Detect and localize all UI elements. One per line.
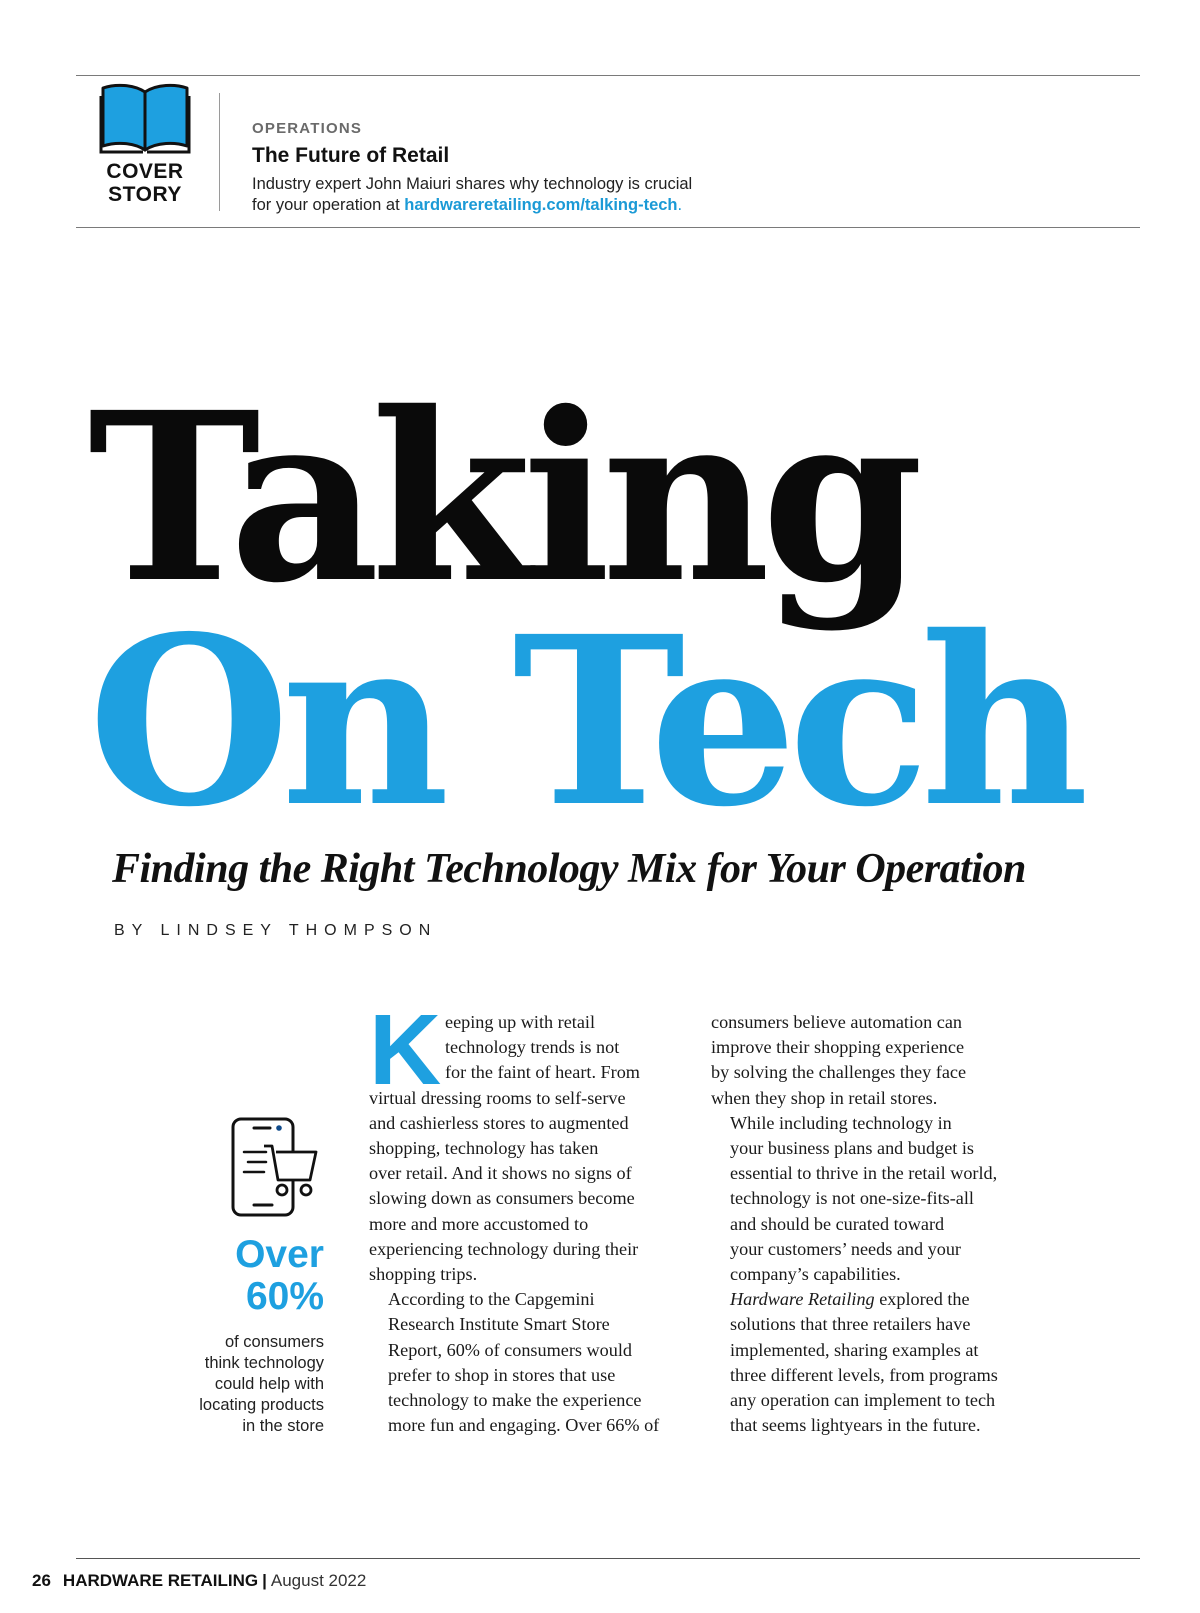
- article-paragraph: [711, 1287, 1023, 1438]
- stat-caption: [144, 1332, 324, 1437]
- text-line: shopping, technology has taken: [369, 1138, 599, 1159]
- text-line: solutions that three retailers have: [730, 1314, 971, 1335]
- text-line: and should be curated toward: [730, 1213, 945, 1234]
- article-column-1: [369, 994, 681, 1438]
- phone-shopping-cart-icon: [230, 1116, 320, 1220]
- vertical-divider: [219, 93, 220, 211]
- cover-label-line2: STORY: [108, 183, 182, 206]
- byline: BY LINDSEY THOMPSON: [114, 922, 438, 939]
- magazine-name: HARDWARE RETAILING: [62, 1571, 259, 1590]
- footer-rule: [76, 1558, 1140, 1559]
- text-line: Report, 60% of consumers would: [388, 1339, 632, 1360]
- text-line: company’s capabilities.: [730, 1264, 901, 1285]
- section-desc-prefix: for your operation at: [252, 196, 405, 214]
- headline: [88, 361, 1081, 858]
- stat-caption-line: of consumers: [224, 1333, 324, 1351]
- link-suffix: .: [677, 196, 683, 214]
- cover-story-badge: [95, 82, 195, 206]
- text-line: more fun and engaging. Over 66% of: [388, 1415, 660, 1436]
- text-line: improve their shopping experience: [711, 1037, 965, 1058]
- text-line: your customers’ needs and your: [730, 1238, 961, 1259]
- text-line: by solving the challenges they face: [711, 1062, 967, 1083]
- page-footer: [32, 1571, 366, 1591]
- headline-line1: Taking: [88, 361, 915, 634]
- text-line: virtual dressing rooms to self-serve: [369, 1087, 626, 1108]
- cover-label-line1: COVER: [106, 160, 184, 183]
- text-line: more and more accustomed to: [369, 1213, 589, 1234]
- section-desc-line1: Industry expert John Maiuri shares why technology is crucial: [252, 175, 693, 193]
- article-paragraph: [369, 1287, 681, 1438]
- text-line: [711, 1287, 1023, 1312]
- section-kicker: OPERATIONS: [252, 120, 363, 137]
- headline-line2: On Tech: [88, 585, 1081, 858]
- text-line: consumers believe automation can: [711, 1012, 963, 1032]
- top-rule: [76, 75, 1140, 76]
- text-fragment: explored the: [874, 1289, 970, 1310]
- article-paragraph: [711, 1010, 1023, 1111]
- issue-date: August 2022: [270, 1571, 367, 1590]
- text-line: Research Institute Smart Store: [388, 1314, 610, 1335]
- stat-figure: [160, 1234, 324, 1318]
- article-paragraph: [711, 1111, 1023, 1287]
- drop-cap: K: [369, 994, 442, 1106]
- section-description: [252, 174, 1052, 216]
- text-line: that seems lightyears in the future.: [730, 1415, 981, 1436]
- text-line: and cashierless stores to augmented: [369, 1112, 629, 1133]
- stat-figure-line1: Over: [235, 1233, 324, 1276]
- text-line: slowing down as consumers become: [369, 1188, 635, 1209]
- text-line: essential to thrive in the retail world,: [730, 1163, 998, 1184]
- text-line: over retail. And it shows no signs of: [369, 1163, 632, 1184]
- text-line: technology to make the experience: [388, 1390, 642, 1411]
- text-line: shopping trips.: [369, 1264, 478, 1285]
- section-bottom-rule: [76, 227, 1140, 228]
- stat-figure-line2: 60%: [245, 1275, 324, 1318]
- text-line: when they shop in retail stores.: [711, 1087, 938, 1108]
- article-column-2: [711, 1010, 1023, 1438]
- deck-subtitle: Finding the Right Technology Mix for Your Operation: [112, 846, 1026, 892]
- text-line: experiencing technology during their: [369, 1238, 639, 1259]
- text-line: While including technology in: [730, 1112, 952, 1133]
- talking-tech-link[interactable]: hardwareretailing.com/talking-tech: [404, 196, 678, 214]
- stat-caption-line: could help with: [214, 1375, 324, 1393]
- text-line: implemented, sharing examples at: [730, 1339, 979, 1360]
- stat-caption-line: locating products: [199, 1396, 324, 1414]
- section-title: The Future of Retail: [252, 144, 450, 167]
- text-line: prefer to shop in stores that use: [388, 1364, 616, 1385]
- stat-caption-line: think technology: [204, 1354, 324, 1372]
- section-info: [252, 120, 1052, 216]
- book-icon: [99, 82, 191, 154]
- stat-caption-line: in the store: [242, 1417, 324, 1435]
- text-line: technology is not one-size-fits-all: [730, 1188, 974, 1209]
- text-line: your business plans and budget is: [730, 1138, 974, 1159]
- text-line: three different levels, from programs: [730, 1364, 998, 1385]
- text-line: technology trends is not: [445, 1037, 620, 1058]
- text-line: eeping up with retail: [445, 1012, 596, 1032]
- text-line: any operation can implement to tech: [730, 1390, 996, 1411]
- text-line: According to the Capgemini: [388, 1289, 595, 1310]
- publication-name: Hardware Retailing: [730, 1289, 875, 1310]
- footer-separator: |: [262, 1571, 267, 1590]
- text-line: for the faint of heart. From: [445, 1062, 640, 1083]
- section-desc-line2: [252, 195, 1052, 216]
- cover-story-label: [95, 160, 195, 206]
- page-number: 26: [32, 1571, 51, 1590]
